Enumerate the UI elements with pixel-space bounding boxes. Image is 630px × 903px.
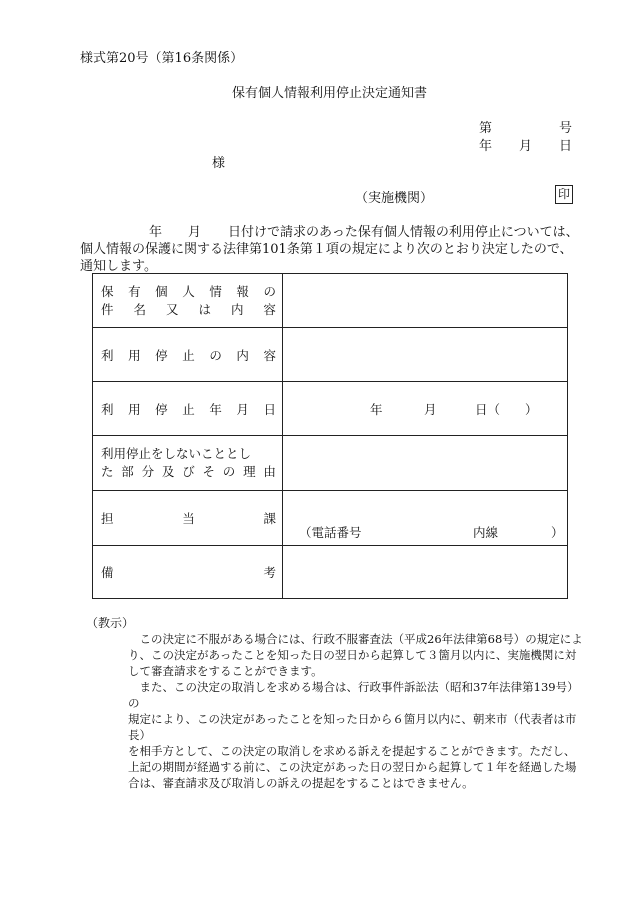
intro-month: 月 xyxy=(188,225,202,240)
phone-close-paren: ） xyxy=(551,525,564,540)
date-day: 日 xyxy=(559,139,573,154)
field-suspension-date[interactable] xyxy=(283,382,568,436)
label-char: の xyxy=(209,347,222,363)
label-char: 用 xyxy=(128,347,141,363)
phone-label: （電話番号 xyxy=(299,525,362,540)
label-char: 由 xyxy=(263,464,276,479)
row-suspension-date xyxy=(93,382,568,436)
label-char: 用 xyxy=(128,401,141,417)
field-reason[interactable] xyxy=(283,436,568,491)
label-char: 停 xyxy=(155,401,168,417)
label-info-name xyxy=(93,274,283,328)
label-suspension-date xyxy=(93,382,283,436)
label-char: 容 xyxy=(263,347,276,363)
label-char: 担 xyxy=(101,511,114,526)
seal-mark: 印 xyxy=(555,185,573,204)
row-suspension-content xyxy=(93,328,568,382)
suspension-month: 月 xyxy=(424,401,437,417)
row-department xyxy=(93,491,568,546)
label-char: 止 xyxy=(182,401,195,417)
label-char: の xyxy=(222,464,236,479)
page-title: 保有個人情報利用停止決定通知書 xyxy=(232,86,428,101)
agency-label: （実施機関） xyxy=(355,191,434,206)
label-char: 報 xyxy=(236,283,249,299)
intro-line1: 日付けで請求のあった保有個人情報の利用停止については、 xyxy=(228,225,579,240)
notes-line: を相手方として、この決定の取消しを求める訴えを提起することができます。ただし、 xyxy=(128,744,576,758)
label-char: 名 xyxy=(133,301,146,317)
label-char: 件 xyxy=(101,301,114,317)
label-suspension-content xyxy=(93,328,283,382)
label-char: そ xyxy=(202,464,215,479)
row-reason xyxy=(93,436,568,491)
intro-line3: 通知します。 xyxy=(80,259,157,274)
doc-number-prefix: 第 xyxy=(479,121,493,136)
label-char: 止 xyxy=(182,347,195,363)
addressee-suffix: 様 xyxy=(212,156,226,171)
label-char: 停 xyxy=(155,347,168,363)
label-char: 情 xyxy=(209,283,222,299)
label-char: 人 xyxy=(182,283,195,299)
notes-body xyxy=(128,631,586,791)
label-char: 利 xyxy=(101,347,114,363)
extension-label: 内線 xyxy=(473,525,499,540)
label-char: 内 xyxy=(230,301,244,317)
label-char: 分 xyxy=(141,464,155,479)
label-char: 個 xyxy=(155,283,168,299)
field-department[interactable] xyxy=(283,491,568,546)
date-month: 月 xyxy=(519,139,533,154)
label-char: 容 xyxy=(263,301,276,317)
label-char: 内 xyxy=(236,347,249,363)
label-char: 当 xyxy=(182,511,195,526)
notes-line: して審査請求をすることができます。 xyxy=(128,664,323,678)
label-char: 年 xyxy=(209,401,222,417)
field-info-name[interactable] xyxy=(283,274,568,328)
label-char: 部 xyxy=(121,464,134,479)
label-char: 課 xyxy=(263,511,276,526)
form-number: 様式第20号（第16条関係） xyxy=(80,51,244,66)
label-char: 日 xyxy=(263,401,276,417)
label-char: 考 xyxy=(263,565,276,580)
intro-line2: 個人情報の保護に関する法律第101条第１項の規定により次のとおり決定したので、 xyxy=(80,242,573,257)
label-char: 有 xyxy=(128,283,141,299)
field-suspension-content[interactable] xyxy=(283,328,568,382)
label-department xyxy=(93,491,283,546)
label-char: び xyxy=(182,464,195,479)
label-char: 備 xyxy=(101,565,114,580)
label-char: 又 xyxy=(165,301,179,317)
row-remarks xyxy=(93,546,568,599)
label-char: 及 xyxy=(161,464,175,479)
notes-line: 規定により、この決定があったことを知った日から６箇月以内に、朝来市（代表者は市長） xyxy=(128,712,577,742)
field-remarks[interactable] xyxy=(283,546,568,599)
label-char: は xyxy=(198,301,211,317)
notes-line: また、この決定の取消しを求める場合は、行政事件訴訟法（昭和37年法律第139号）の xyxy=(128,680,579,710)
notes-heading: （教示） xyxy=(86,616,135,630)
notes-line: 上記の期間が経過する前に、この決定があった日の翌日から起算して１年を経過した場 xyxy=(128,760,577,774)
notes-line: 合は、審査請求及び取消しの訴えの提起をすることはできません。 xyxy=(128,776,474,790)
label-char: 月 xyxy=(236,401,249,417)
label-reason: 利用停止をしないこととし た 部 分 及 び そ の 理 由 xyxy=(93,436,283,491)
suspension-year: 年 xyxy=(370,401,383,417)
doc-number-suffix: 号 xyxy=(559,121,573,136)
decision-table xyxy=(92,273,568,599)
row-info-name xyxy=(93,274,568,328)
date-year: 年 xyxy=(479,139,493,154)
label-char: 利 xyxy=(101,401,114,417)
label-char: 保 xyxy=(101,283,114,299)
label-char: 理 xyxy=(243,464,256,479)
notes-line: り、この決定があったことを知った日の翌日から起算して３箇月以内に、実施機関に対 xyxy=(128,648,577,662)
label-char: た xyxy=(101,464,114,479)
notes-line: この決定に不服がある場合には、行政不服審査法（平成26年法律第68号）の規定によ xyxy=(139,632,583,646)
suspension-day: 日（ ） xyxy=(475,401,538,417)
label-char: の xyxy=(263,283,276,299)
intro-year: 年 xyxy=(149,225,163,240)
label-remarks xyxy=(93,546,283,599)
